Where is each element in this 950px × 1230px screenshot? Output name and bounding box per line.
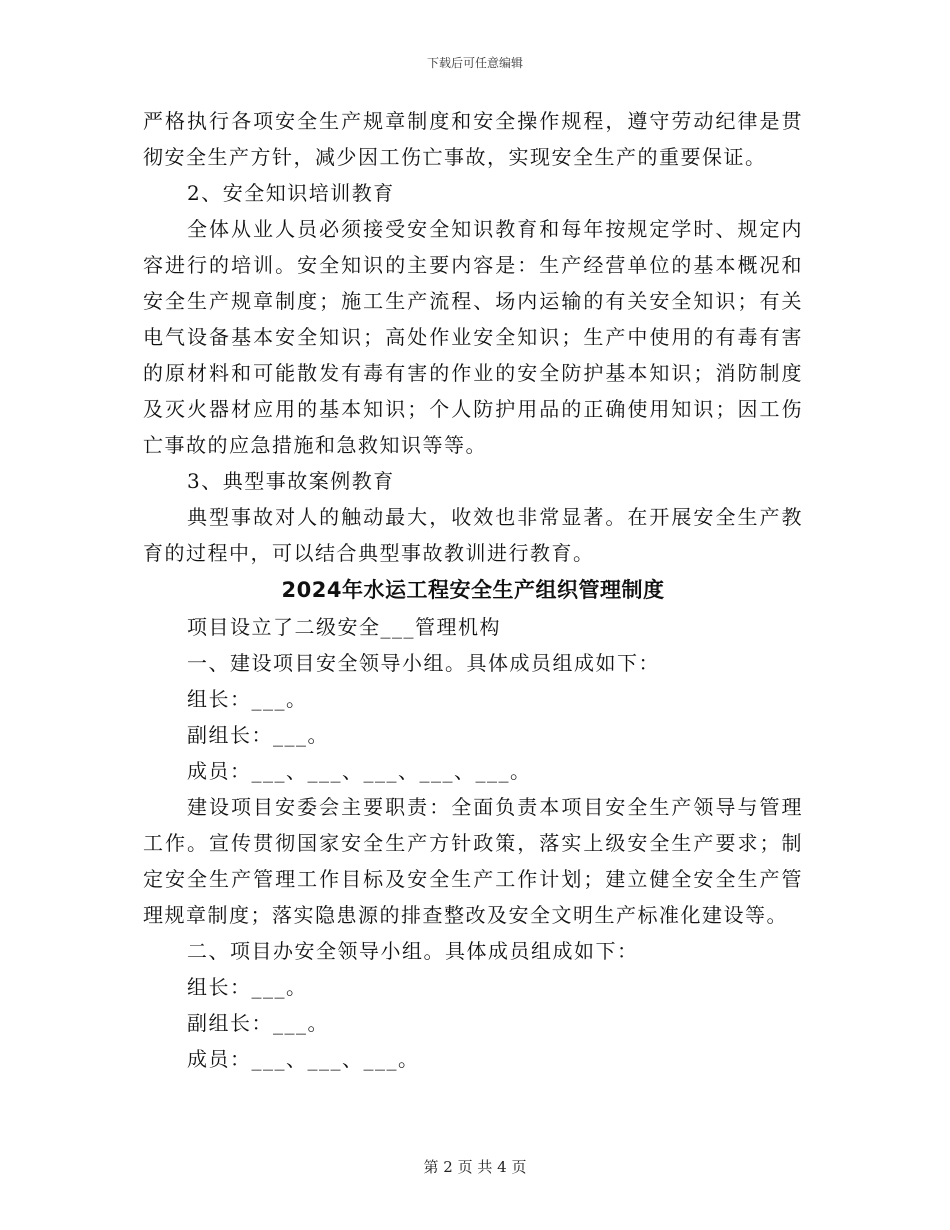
section-1-heading: 一、建设项目安全领导小组。具体成员组成如下： (187, 651, 660, 675)
document-title: 2024年水运工程安全生产组织管理制度 (281, 578, 665, 602)
header-note: 下载后可任意编辑 (426, 56, 523, 70)
paragraph-intro: 项目设立了二级安全___管理机构 (187, 615, 501, 639)
heading-case-education: 3、典型事故案例教育 (187, 469, 395, 493)
section-2-heading: 二、项目办安全领导小组。具体成员组成如下： (187, 939, 639, 963)
paragraph-discipline: 严格执行各项安全生产规章制度和安全操作规程，遵守劳动纪律是贯彻安全生产方针，减少因工伤亡事故，实现安全生产的重要保证。 (143, 109, 803, 169)
section-1-deputy: 副组长：___。 (187, 723, 329, 747)
paragraph-safety-training: 全体从业人员必须接受安全知识教育和每年按规定学时、规定内容进行的培训。安全知识的主要内容是：生产经营单位的基本概况和安全生产规章制度；施工生产流程、场内运输的有关安全知识；有关电气设备基本安全知识；高处作业安全知识；生产中使用的有毒有害的原材料和可能散发有毒有害的作业的安全防护基本知识；消防制度及灭火器材应用的基本知识；个人防护用品的正确使用知识；因工伤亡事故的应急措施和急救知识等等。 (143, 217, 803, 457)
section-1-leader: 组长：___。 (187, 687, 308, 711)
heading-safety-training: 2、安全知识培训教育 (187, 181, 395, 205)
section-2-members: 成员：___、___、___。 (187, 1047, 420, 1071)
section-2-leader: 组长：___。 (187, 975, 308, 999)
section-1-members: 成员：___、___、___、___、___。 (187, 759, 532, 783)
section-2-deputy: 副组长：___。 (187, 1011, 329, 1035)
paragraph-case-education: 典型事故对人的触动最大，收效也非常显著。在开展安全生产教育的过程中，可以结合典型事故教训进行教育。 (143, 505, 803, 565)
section-1-duties: 建设项目安委会主要职责：全面负责本项目安全生产领导与管理工作。宣传贯彻国家安全生产方针政策，落实上级安全生产要求；制定安全生产管理工作目标及安全生产工作计划；建立健全安全生产管理规章制度；落实隐患源的排查整改及安全文明生产标准化建设等。 (143, 795, 803, 927)
page-number: 第 2 页 共 4 页 (423, 1158, 527, 1176)
document-body (143, 103, 803, 1077)
